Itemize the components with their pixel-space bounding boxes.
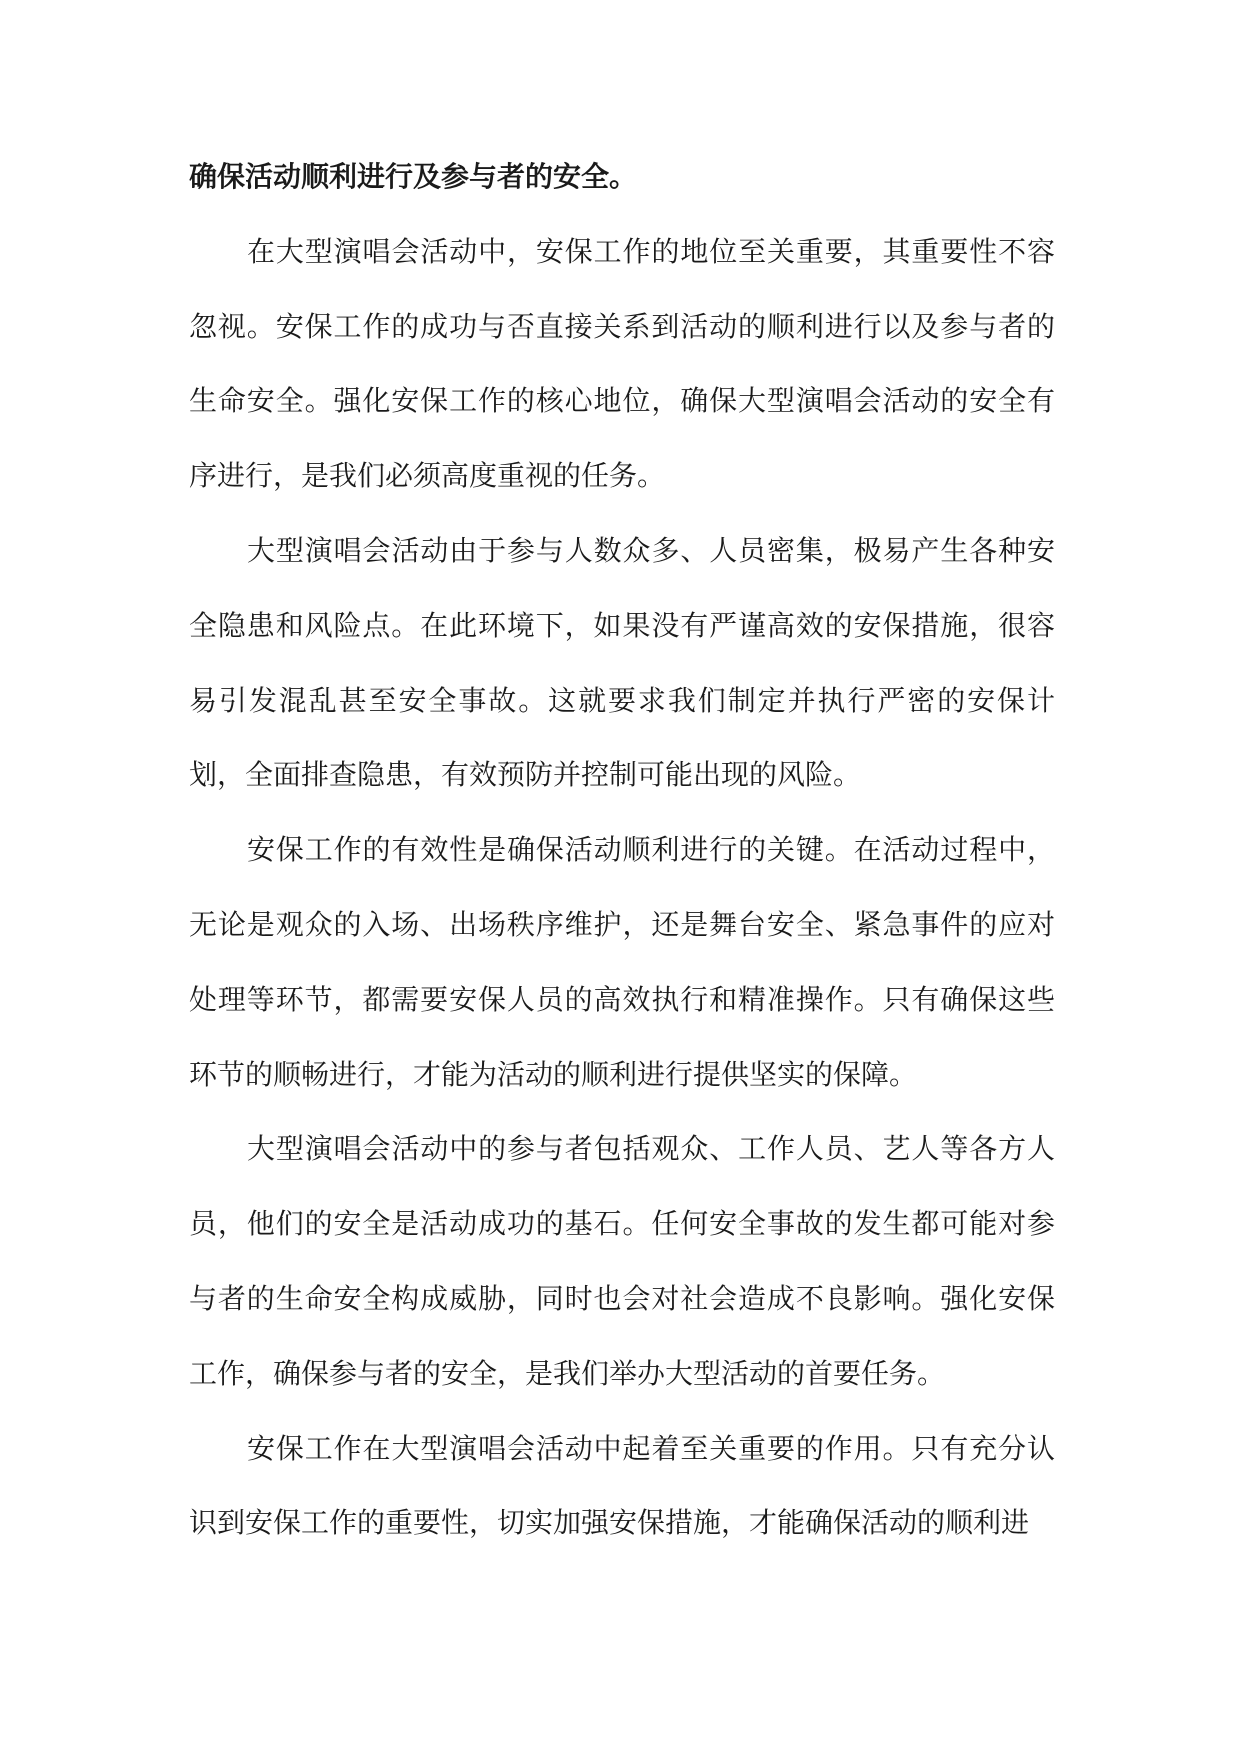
paragraph-3: 安保工作的有效性是确保活动顺利进行的关键。在活动过程中，无论是观众的入场、出场秩序维护，还是舞台安全、紧急事件的应对处理等环节，都需要安保人员的高效执行和精准操作。只有确保这些环节的顺畅进行，才能为活动的顺利进行提供坚实的保障。 <box>189 833 1055 1091</box>
document-body <box>189 140 1055 1561</box>
lead-line: 确保活动顺利进行及参与者的安全。 <box>189 160 638 193</box>
paragraph-2: 大型演唱会活动由于参与人数众多、人员密集，极易产生各种安全隐患和风险点。在此环境下，如果没有严谨高效的安保措施，很容易引发混乱甚至安全事故。这就要求我们制定并执行严密的安保计划，全面排查隐患，有效预防并控制可能出现的风险。 <box>189 533 1055 792</box>
paragraph-5: 安保工作在大型演唱会活动中起着至关重要的作用。只有充分认识到安保工作的重要性，切实加强安保措施，才能确保活动的顺利进 <box>189 1431 1055 1540</box>
paragraph-4: 大型演唱会活动中的参与者包括观众、工作人员、艺人等各方人员，他们的安全是活动成功的基石。任何安全事故的发生都可能对参与者的生命安全构成威胁，同时也会对社会造成不良影响。强化安保工作，确保参与者的安全，是我们举办大型活动的首要任务。 <box>189 1132 1055 1390</box>
paragraph-1: 在大型演唱会活动中，安保工作的地位至关重要，其重要性不容忽视。安保工作的成功与否直接关系到活动的顺利进行以及参与者的生命安全。强化安保工作的核心地位，确保大型演唱会活动的安全有序进行，是我们必须高度重视的任务。 <box>189 234 1055 493</box>
